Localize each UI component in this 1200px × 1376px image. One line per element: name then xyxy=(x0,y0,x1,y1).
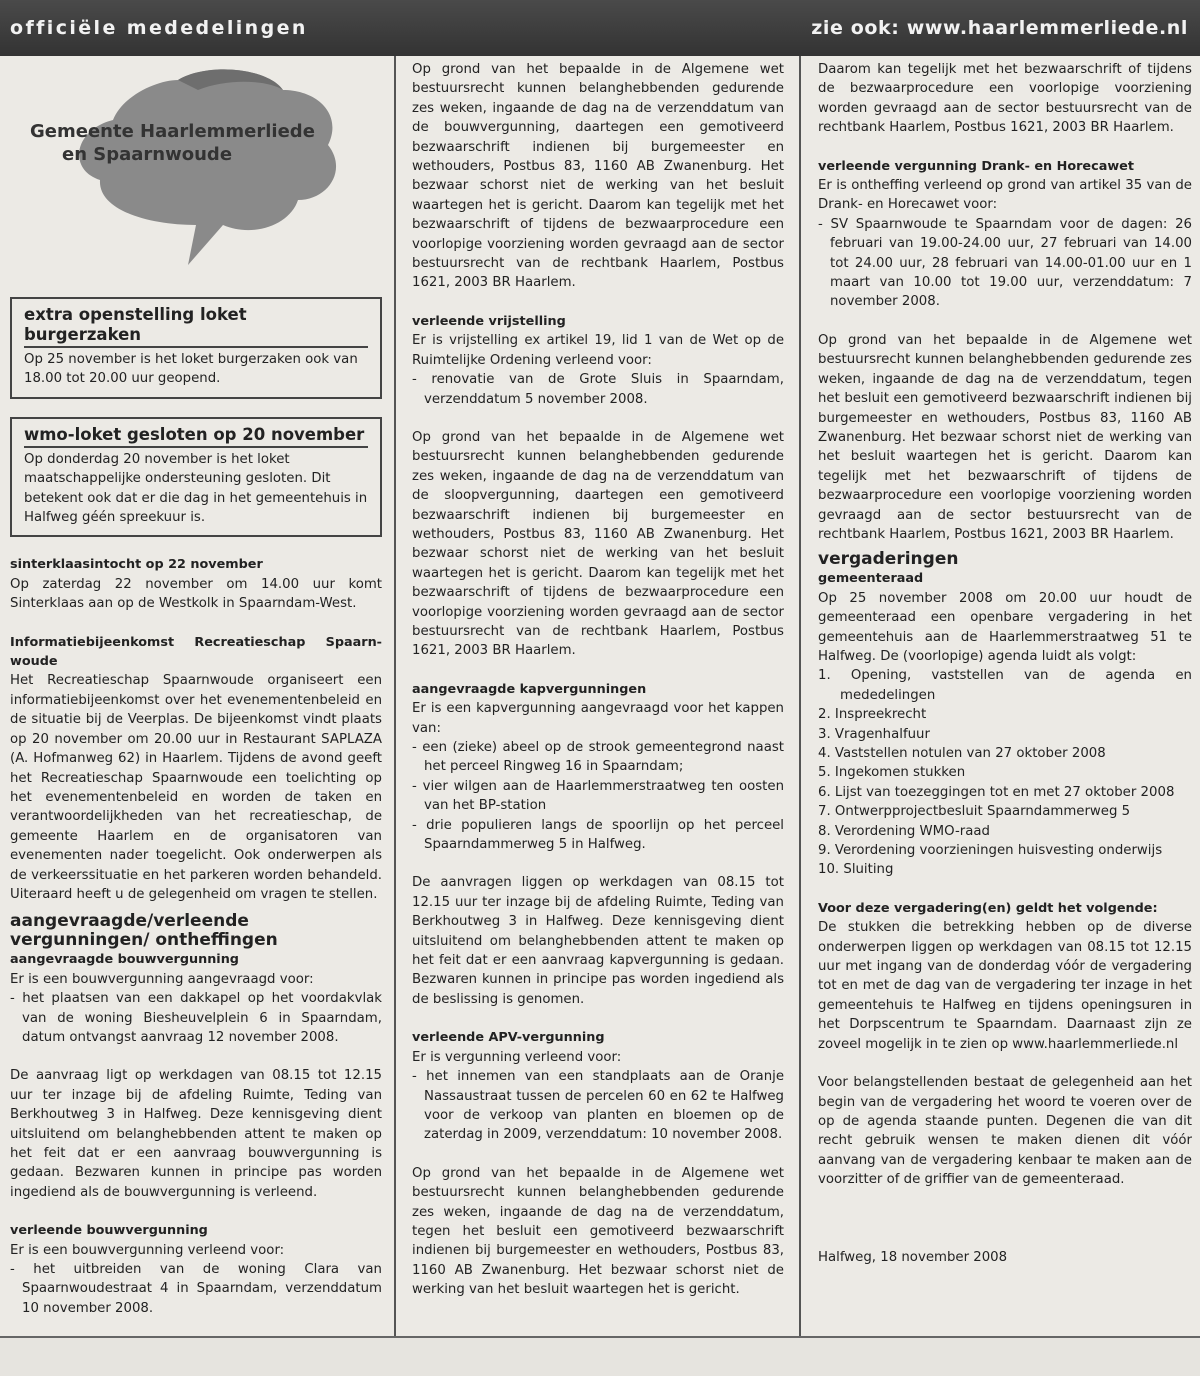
notice-box-title: extra openstelling loket burgerzaken xyxy=(24,305,368,348)
bouw-verleend-heading: verleende bouwvergunning xyxy=(10,1223,208,1239)
inspreek-text: Voor belangstellenden bestaat de gelegenheid aan het begin van de vergadering het woord te voeren over de op de agenda staande punten. Degenen die van dit recht gebruik wensen te maken dienen dit vóór aanvang van de vergadering kenbaar te maken aan de voorzitter of de griffier van de gemeenteraad. xyxy=(818,1075,1192,1188)
info-heading: Informatiebijeenkomst Recreatieschap Spaarn-woude xyxy=(10,634,382,670)
list-item: - het plaatsen van een dakkapel op het voordakvlak van de woning Biesheuvelplein 6 in Spaarndam, datum ontvangst aanvraag 12 november 2008. xyxy=(10,991,382,1045)
bouw-aanvraag-heading: aangevraagde bouwvergunning xyxy=(10,952,239,968)
sinterklaas-heading: sinterklaasintocht op 22 november xyxy=(10,557,263,573)
column-1 xyxy=(10,60,382,1337)
gemeenteraad-heading: gemeenteraad xyxy=(818,571,924,587)
notice-box-wmo xyxy=(10,417,382,538)
logo-line-2: en Spaarnwoude xyxy=(62,144,233,165)
agenda-item: 6. Lijst van toezeggingen tot en met 27 oktober 2008 xyxy=(818,784,1175,800)
agenda-item: 4. Vaststellen notulen van 27 oktober 2008 xyxy=(818,746,1106,761)
list-item: - een (zieke) abeel op de strook gemeentegrond naast het perceel Ringweg 16 in Spaarndam; xyxy=(412,740,784,775)
notice-box-text: Op donderdag 20 november is het loket maatschappelijke ondersteuning gesloten. Dit betekent ook dat er die dag in het gemeentehuis in Halfweg géén spreekuur is. xyxy=(24,451,368,526)
bezwaar-text-continued: Daarom kan tegelijk met het bezwaarschrift of tijdens de bezwaarprocedure een voorlopige voorziening worden gevraagd aan de sector bestuursrecht van de rechtbank Haarlem, Postbus 1621, 2003 BR Haarlem. xyxy=(818,62,1192,136)
header-title: officiële mededelingen xyxy=(10,17,308,39)
header-bar xyxy=(0,0,1200,56)
municipality-logo xyxy=(10,60,382,275)
section-heading-vergaderingen: vergaderingen xyxy=(818,549,959,570)
apv-intro: Er is vergunning verleend voor: xyxy=(412,1049,622,1065)
agenda-item: 2. Inspreekrecht xyxy=(818,707,927,723)
logo-text xyxy=(30,120,315,166)
agenda-item: 10. Sluiting xyxy=(818,862,894,878)
agenda-item: 7. Ontwerpprojectbesluit Spaarndammerweg 5 xyxy=(818,804,1131,820)
vergadering-intro: Op 25 november 2008 om 20.00 uur houdt de gemeenteraad een openbare vergadering in het gemeentehuis aan de Haarlemmerstraatweg 51 te Halfweg. De (voorlopige) agenda luidt als volgt: xyxy=(818,590,1192,664)
kap-heading: aangevraagde kapvergunningen xyxy=(412,681,647,697)
notice-box-title: wmo-loket gesloten op 20 november xyxy=(24,425,368,448)
sinterklaas-text: Op zaterdag 22 november om 14.00 uur komt Sinterklaas aan op de Westkolk in Spaarndam-West. xyxy=(10,576,382,612)
signoff: Halfweg, 18 november 2008 xyxy=(818,1249,1008,1265)
bouw-aanvraag-intro: Er is een bouwvergunning aangevraagd voor: xyxy=(10,971,314,987)
geldt-heading: Voor deze vergadering(en) geldt het volgende: xyxy=(818,900,1158,916)
vrijstelling-list xyxy=(412,370,784,409)
list-item: - renovatie van de Grote Sluis in Spaarndam, verzenddatum 5 november 2008. xyxy=(412,372,784,407)
agenda-item: 8. Verordening WMO-raad xyxy=(818,823,990,839)
column-divider xyxy=(394,56,396,1336)
column-3 xyxy=(818,60,1192,1267)
kap-intro: Er is een kapvergunning aangevraagd voor het kappen van: xyxy=(412,701,784,736)
list-item: - vier wilgen aan de Haarlemmerstraatweg ten oosten van het BP-station xyxy=(412,778,784,814)
logo-shape-icon xyxy=(28,60,358,275)
bezwaar-text: Op grond van het bepaalde in de Algemene wet bestuursrecht kunnen belanghebbenden gedurende zes weken, ingaande de dag na de verzenddatum van de sloopvergunning, daartegen een gemotiveerd bezwaarschrift indienen bij burgemeester en wethouders, Postbus 83, 1160 AB Zwanenburg. Het bezwaar schorst niet de werking van het besluit waartegen het is gericht. Daarom kan tegelijk met het bezwaarschrift of tijdens de bezwaarprocedure een voorlopige voorziening worden gevraagd aan de sector bestuursrecht van de rechtbank Haarlem, Postbus 1621, 2003 BR Haarlem. xyxy=(412,429,784,659)
bouw-verleend-intro: Er is een bouwvergunning verleend voor: xyxy=(10,1242,285,1258)
drank-heading: verleende vergunning Drank- en Horecawet xyxy=(818,158,1134,174)
bezwaar-text: Op grond van het bepaalde in de Algemene wet bestuursrecht kunnen belanghebbenden gedurende zes weken, ingaande de dag na de verzenddatum, tegen het besluit een gemotiveerd bezwaarschrift indienen bij burgemeester en wethouders, Postbus 83, 1160 AB Zwanenburg. Het bezwaar schorst niet de werking van het besluit waartegen het is gericht. Daarom kan tegelijk met het bezwaarschrift of tijdens de bezwaarprocedure een voorlopige voorziening worden gevraagd aan de sector bestuursrecht van de rechtbank Haarlem, Postbus 1621, 2003 BR Haarlem. xyxy=(818,332,1192,542)
agenda-item: 1. Opening, vaststellen van de agenda en mededelingen xyxy=(818,668,1192,703)
column-divider xyxy=(799,56,801,1336)
geldt-text: De stukken die betrekking hebben op de diverse onderwerpen liggen op werkdagen van 08.15 tot 12.15 uur met ingang van de donderdag vóór de vergadering tot en met de dag van de vergadering ter inzage in het gemeentehuis te Halfweg en tijdens openingsuren in het Dorpscentrum te Spaarndam. Daarnaast zijn ze zoveel mogelijk in te zien op www.haarlemmerliede.nl xyxy=(818,920,1192,1052)
notice-box-text: Op 25 november is het loket burgerzaken ook van 18.00 tot 20.00 uur geopend. xyxy=(24,352,358,387)
agenda-item: 3. Vragenhalfuur xyxy=(818,726,930,742)
list-item: - het uitbreiden van de woning Clara van Spaarnwoudestraat 4 in Spaarndam, verzenddatum 10 november 2008. xyxy=(10,1262,382,1316)
vrijstelling-heading: verleende vrijstelling xyxy=(412,313,566,329)
bouw-verleend-list xyxy=(10,1260,382,1318)
agenda-item: 5. Ingekomen stukken xyxy=(818,765,966,781)
agenda-list xyxy=(818,666,1192,879)
agenda-item: 9. Verordening voorzieningen huisvesting onderwijs xyxy=(818,843,1163,859)
list-item: - het innemen van een standplaats aan de Oranje Nassaustraat tussen de percelen 60 en 62 te Halfweg voor de verkoop van planten en bloemen op de zaterdag in 2009, verzenddatum: 10 november 2008. xyxy=(412,1069,784,1143)
vrijstelling-intro: Er is vrijstelling ex artikel 19, lid 1 van de Wet op de Ruimtelijke Ordening verleend voor: xyxy=(412,333,784,368)
column-2 xyxy=(412,60,784,1300)
kap-text: De aanvragen liggen op werkdagen van 08.15 tot 12.15 uur ter inzage bij de afdeling Ruimte, Teding van Berkhoutweg 3 in Halfweg. Deze kennisgeving dient uitsluitend om belanghebbenden attent te maken op het feit dat er een aanvraag kapvergunning is gedaan. Bezwaren kunnen in principe pas worden ingediend als de beslissing is genomen. xyxy=(412,875,784,1007)
drank-list xyxy=(818,215,1192,312)
apv-heading: verleende APV-vergunning xyxy=(412,1030,605,1046)
footer-bleed-through xyxy=(8,1346,11,1356)
list-item: - SV Spaarnwoude te Spaarndam voor de dagen: 26 februari van 19.00-24.00 uur, 27 februari van 14.00 tot 24.00 uur, 28 februari van 14.00-01.00 uur en 1 maart van 10.00 tot 19.00 uur, verzenddatum: 7 november 2008. xyxy=(818,216,1192,310)
info-text: Het Recreatieschap Spaarnwoude organiseert een informatiebijeenkomst over het evenementenbeleid en de situatie bij de Veerplas. De bijeenkomst vindt plaats op 20 november om 20.00 uur in Restaurant SAPLAZA (A. Hofmanweg 62) in Haarlem. Tijdens de avond geeft het Recreatieschap Spaarnwoude een toelichting op het evenementenbeleid en worden de taken en verantwoordelijkheden van het recreatieschap, de gemeente Haarlem en de organisatoren van evenementen nader toegelicht. Ook onderwerpen als de verkeerssituatie en het parkeren worden behandeld. Uiteraard heeft u de gelegenheid om vragen te stellen. xyxy=(10,673,382,902)
notice-box-burgerzaken xyxy=(10,297,382,399)
bezwaar-text: Op grond van het bepaalde in de Algemene wet bestuursrecht kunnen belanghebbenden gedurende zes weken, ingaande de dag na de verzenddatum van de bouwvergunning, daartegen een gemotiveerd bezwaarschrift indienen bij burgemeester en wethouders, Postbus 83, 1160 AB Zwanenburg. Het bezwaar schorst niet de werking van het besluit waartegen het is gericht. Daarom kan tegelijk met het bezwaarschrift of tijdens de bezwaarprocedure een voorlopige voorziening worden gevraagd aan de sector bestuursrecht van de rechtbank Haarlem, Postbus 1621, 2003 BR Haarlem. xyxy=(412,62,784,291)
drank-intro: Er is ontheffing verleend op grond van artikel 35 van de Drank- en Horecawet voor: xyxy=(818,178,1192,213)
page-footer xyxy=(0,1336,1200,1376)
bouw-aanvraag-text: De aanvraag ligt op werkdagen van 08.15 tot 12.15 uur ter inzage bij de afdeling Ruimte, Teding van Berkhoutweg 3 in Halfweg. Deze kennisgeving dient uitsluitend om belanghebbenden attent te maken op het feit dat er een aanvraag bouwvergunning is gedaan. Bezwaren kunnen in principe pas worden ingediend als de bouwvergunning is verleend. xyxy=(10,1068,382,1200)
kap-list xyxy=(412,738,784,854)
list-item: - drie populieren langs de spoorlijn op het perceel Spaarndammerweg 5 in Halfweg. xyxy=(412,817,784,853)
bouw-aanvraag-list xyxy=(10,989,382,1047)
bezwaar-text: Op grond van het bepaalde in de Algemene wet bestuursrecht kunnen belanghebbenden gedurende zes weken, ingaande de dag na de verzenddatum, tegen het besluit een gemotiveerd bezwaarschrift indienen bij burgemeester en wethouders, Postbus 83, 1160 AB Zwanenburg. Het bezwaar schorst niet de werking van het besluit waartegen het is gericht. xyxy=(412,1165,784,1298)
apv-list xyxy=(412,1067,784,1145)
logo-line-1: Gemeente Haarlemmerliede xyxy=(30,121,315,142)
section-heading-vergunningen: aangevraagde/verleende vergunningen/ ontheffingen xyxy=(10,911,278,951)
header-website-link[interactable]: zie ook: www.haarlemmerliede.nl xyxy=(811,17,1188,39)
